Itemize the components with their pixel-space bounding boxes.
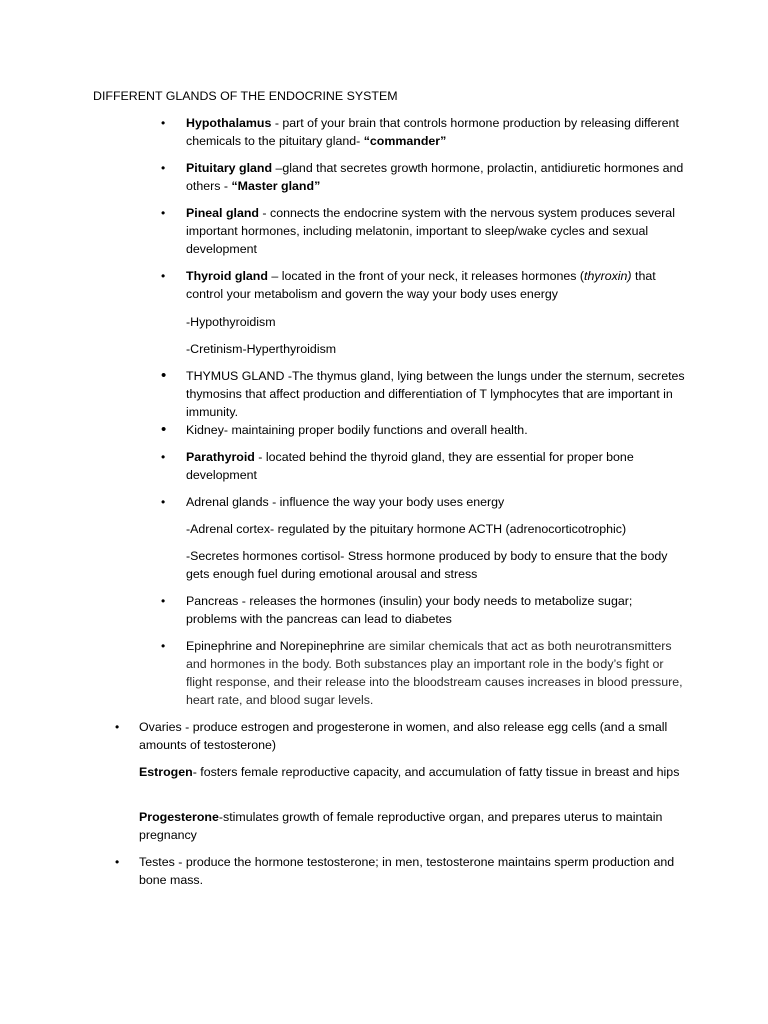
item-text: are similar chemicals that act as both neurotransmitters and hormones in the body. Both substances play an important role in the body’s fight or flight response, and their release into the bloodstream causes increases in blood pressure, heart rate, and blood sugar levels. — [186, 639, 683, 707]
list-item-ovaries: Ovaries - produce estrogen and progesterone in women, and also release egg cells (and a small amounts of testosterone) — [139, 720, 668, 752]
bullet-icon: • — [161, 116, 166, 130]
item-text: - part of your brain that controls hormone production by releasing different chemicals to the pituitary gland- — [186, 116, 679, 148]
item-term: Parathyroid — [186, 450, 255, 464]
sub-text: - fosters female reproductive capacity, and accumulation of fatty tissue in breast and hips — [192, 765, 680, 779]
bullet-icon: • — [161, 495, 166, 509]
list-item-thyroid — [186, 267, 686, 303]
sub-paragraph — [139, 808, 684, 844]
sub-term: Progesterone — [139, 810, 219, 824]
list-item-parathyroid — [186, 448, 686, 484]
list-item-testes: Testes - produce the hormone testosterone; in men, testosterone maintains sperm production and bone mass. — [139, 855, 675, 887]
sub-line: -Hypothyroidism — [186, 315, 276, 329]
document-title: DIFFERENT GLANDS OF THE ENDOCRINE SYSTEM — [93, 89, 398, 103]
item-term: Pituitary gland — [186, 161, 273, 175]
bullet-icon: • — [161, 594, 166, 608]
list-item-pituitary — [186, 159, 686, 195]
bullet-icon: • — [161, 421, 167, 438]
item-emphasis: “Master gland” — [231, 179, 321, 193]
sub-paragraph — [139, 763, 684, 781]
list-item-hypothalamus — [186, 114, 686, 150]
sub-term: Estrogen — [139, 765, 193, 779]
item-emphasis: “commander” — [363, 134, 447, 148]
sub-line: -Cretinism-Hyperthyroidism — [186, 342, 337, 356]
item-term: Hypothalamus — [186, 116, 272, 130]
item-text: - connects the endocrine system with the nervous system produces several important hormones, including melatonin, important to sleep/wake cycles and sexual development — [186, 206, 675, 256]
list-item-epinephrine — [186, 637, 686, 709]
item-text: – located in the front of your neck, it releases hormones ( — [267, 269, 585, 283]
list-item-pineal — [186, 204, 686, 258]
bullet-icon: • — [115, 720, 120, 734]
sub-line: -Secretes hormones cortisol- Stress hormone produced by body to ensure that the body gets enough fuel during emotional arousal and stress — [186, 549, 668, 581]
bullet-icon: • — [161, 269, 166, 283]
bullet-icon: • — [161, 450, 166, 464]
item-term: Thyroid gland — [186, 269, 268, 283]
item-italic: thyroxin) — [584, 269, 632, 283]
sub-line: -Adrenal cortex- regulated by the pituitary hormone ACTH (adrenocorticotrophic) — [186, 522, 627, 536]
list-item-adrenal: Adrenal glands - influence the way your body uses energy — [186, 495, 505, 509]
item-text-after: that control your metabolism and govern the way your body uses energy — [186, 269, 656, 301]
bullet-icon: • — [161, 639, 166, 653]
item-term: Epinephrine and Norepinephrine — [186, 639, 365, 653]
bullet-icon: • — [115, 855, 120, 869]
item-text: –gland that secretes growth hormone, prolactin, antidiuretic hormones and others - — [186, 161, 684, 193]
bullet-icon: • — [161, 161, 166, 175]
item-term: Pineal gland — [186, 206, 259, 220]
list-item-pancreas: Pancreas - releases the hormones (insulin) your body needs to metabolize sugar; problems with the pancreas can lead to diabetes — [186, 594, 633, 626]
item-text: - located behind the thyroid gland, they are essential for proper bone development — [186, 450, 634, 482]
sub-text: -stimulates growth of female reproductive organ, and prepares uterus to maintain pregnancy — [139, 810, 663, 842]
bullet-icon: • — [161, 367, 167, 384]
list-item-thymus: THYMUS GLAND -The thymus gland, lying between the lungs under the sternum, secretes thymosins that affect production and differentiation of T lymphocytes that are important in immunity. — [186, 369, 685, 419]
bullet-icon: • — [161, 206, 166, 220]
list-item-kidney: Kidney- maintaining proper bodily functions and overall health. — [186, 423, 528, 437]
